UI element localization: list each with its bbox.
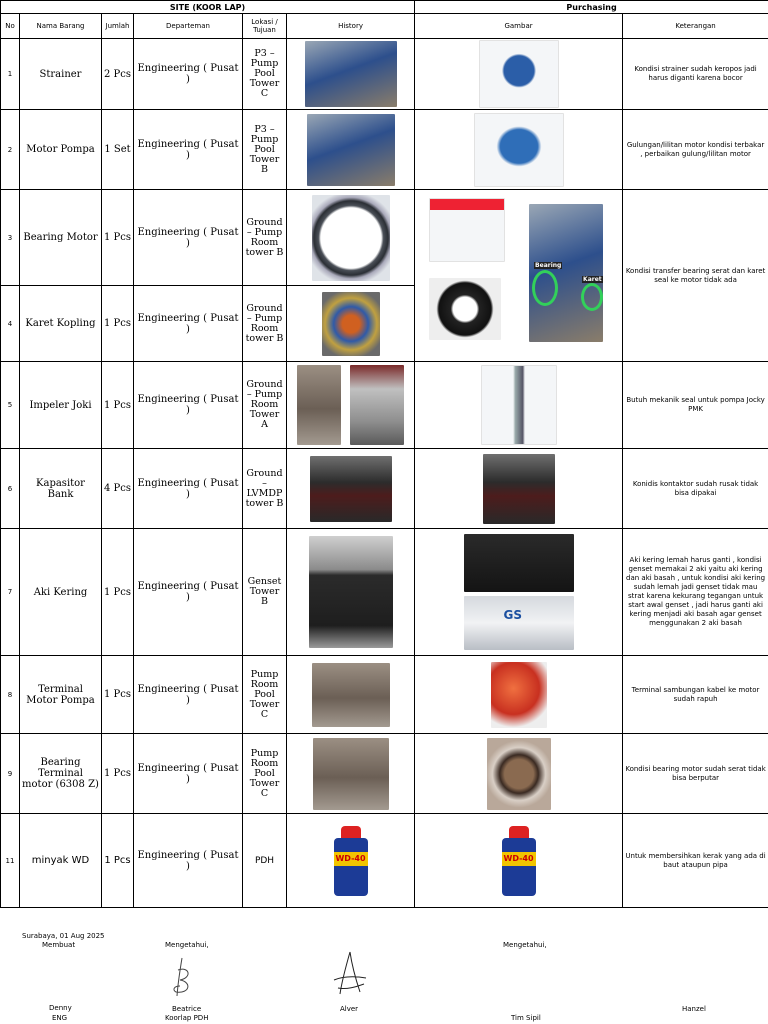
item-remarks: Untuk membersihkan kerak yang ada di baut ataupun pipa <box>623 814 768 908</box>
footer-role-beatrice: Koorlap PDH <box>165 1014 209 1022</box>
item-department: Engineering ( Pusat ) <box>134 39 243 110</box>
history-photo-strainer <box>305 41 397 107</box>
item-remarks: Gulungan/lilitan motor kondisi terbakar , perbaikan gulung/lilitan motor <box>623 110 768 190</box>
signature-beatrice <box>168 956 202 1002</box>
item-department: Engineering ( Pusat ) <box>134 529 243 656</box>
item-name: Motor Pompa <box>20 110 102 190</box>
item-qty: 1 Pcs <box>102 734 134 814</box>
item-remarks: Butuh mekanik seal untuk pompa Jocky PMK <box>623 362 768 449</box>
item-department: Engineering ( Pusat ) <box>134 110 243 190</box>
item-remarks: Terminal sambungan kabel ke motor sudah rapuh <box>623 656 768 734</box>
col-jumlah: Jumlah <box>102 14 134 39</box>
col-gambar: Gambar <box>415 14 623 39</box>
table-row <box>1 529 768 656</box>
item-location: Ground – Pump Room tower B <box>243 190 287 286</box>
col-lokasi: Lokasi / Tujuan <box>243 14 287 39</box>
history-cell <box>287 449 415 529</box>
item-department: Engineering ( Pusat ) <box>134 190 243 286</box>
site-group-header: SITE (KOOR LAP) <box>1 1 415 14</box>
row-no: 3 <box>1 190 20 286</box>
gambar-photo-battery-1 <box>464 534 574 592</box>
table-row <box>1 110 768 190</box>
gambar-cell <box>415 734 623 814</box>
history-photo-bearing <box>312 195 390 281</box>
table-row <box>1 814 768 908</box>
item-remarks: Konidis kontaktor sudah rusak tidak bisa dipakai <box>623 449 768 529</box>
gambar-photo-skf-bearing <box>429 198 505 262</box>
footer-name-alver: Alver <box>340 1005 359 1013</box>
gs-logo: GS <box>503 608 523 622</box>
history-cell <box>287 39 415 110</box>
item-name: Karet Kopling <box>20 286 102 362</box>
row-no: 5 <box>1 362 20 449</box>
item-location: Pump Room Pool Tower C <box>243 734 287 814</box>
table-row <box>1 734 768 814</box>
item-name: Aki Kering <box>20 529 102 656</box>
col-nama-barang: Nama Barang <box>20 14 102 39</box>
item-qty: 1 Set <box>102 110 134 190</box>
history-cell <box>287 190 415 286</box>
table-row <box>1 39 768 110</box>
col-keterangan: Keterangan <box>623 14 768 39</box>
highlight-circle-karet <box>581 283 603 311</box>
col-history: History <box>287 14 415 39</box>
history-photo-impeler-2 <box>350 365 404 445</box>
footer-date: Surabaya, 01 Aug 2025 <box>22 932 105 940</box>
gambar-cell <box>415 814 623 908</box>
footer-mengetahui-2: Mengetahui, <box>503 941 547 949</box>
wd40-label: WD-40 <box>334 852 368 866</box>
footer-name-beatrice: Beatrice <box>172 1005 202 1013</box>
row-no: 8 <box>1 656 20 734</box>
footer-mengetahui-1: Mengetahui, <box>165 941 209 949</box>
item-name: Kapasitor Bank <box>20 449 102 529</box>
row-no: 1 <box>1 39 20 110</box>
item-location: Genset Tower B <box>243 529 287 656</box>
history-cell <box>287 734 415 814</box>
item-location: Ground – Pump Room Tower A <box>243 362 287 449</box>
item-department: Engineering ( Pusat ) <box>134 362 243 449</box>
gambar-cell <box>415 529 623 656</box>
item-location: Pump Room Pool Tower C <box>243 656 287 734</box>
history-cell <box>287 286 415 362</box>
item-name: Bearing Motor <box>20 190 102 286</box>
item-qty: 1 Pcs <box>102 190 134 286</box>
item-department: Engineering ( Pusat ) <box>134 656 243 734</box>
item-location: P3 – Pump Pool Tower B <box>243 110 287 190</box>
item-qty: 1 Pcs <box>102 814 134 908</box>
item-qty: 1 Pcs <box>102 529 134 656</box>
gambar-cell <box>415 656 623 734</box>
row-no: 7 <box>1 529 20 656</box>
history-photo-motor <box>307 114 395 186</box>
history-cell <box>287 110 415 190</box>
row-no: 9 <box>1 734 20 814</box>
history-cell <box>287 656 415 734</box>
item-remarks: Aki kering lemah harus ganti , kondisi genset memakai 2 aki yaitu aki kering dan aki basah , untuk kondisi aki kering sudah lemah jadi genset tidak mau strat karena kekurang tegangan untuk start awal genset , jadi harus ganti aki kering menjadi aki basah agar genset menggunakan 2 aki basah <box>623 529 768 656</box>
history-photo-bearing-terminal <box>313 738 389 810</box>
gambar-photo-wd40 <box>498 826 540 896</box>
item-department: Engineering ( Pusat ) <box>134 449 243 529</box>
item-location: Ground – Pump Room tower B <box>243 286 287 362</box>
history-cell <box>287 529 415 656</box>
col-departemen: Departeman <box>134 14 243 39</box>
purchasing-group-header: Purchasing <box>415 1 768 14</box>
table-row <box>1 190 768 286</box>
footer-name-hanzel: Hanzel <box>682 1005 706 1013</box>
item-qty: 1 Pcs <box>102 286 134 362</box>
history-photo-karet-kopling <box>322 292 380 356</box>
gambar-photo-strainer <box>479 40 559 108</box>
highlight-circle-bearing <box>532 270 558 306</box>
footer-role-denny: ENG <box>52 1014 68 1022</box>
item-name: Strainer <box>20 39 102 110</box>
gambar-cell-merged <box>415 190 623 362</box>
item-qty: 1 Pcs <box>102 656 134 734</box>
item-location: Ground – LVMDP tower B <box>243 449 287 529</box>
item-qty: 1 Pcs <box>102 362 134 449</box>
row-no: 6 <box>1 449 20 529</box>
footer-role-tim-sipil: Tim Sipil <box>511 1014 541 1022</box>
item-department: Engineering ( Pusat ) <box>134 814 243 908</box>
history-photo-impeler-1 <box>297 365 341 445</box>
gambar-photo-jocky-pump <box>481 365 557 445</box>
table-row <box>1 656 768 734</box>
item-department: Engineering ( Pusat ) <box>134 286 243 362</box>
col-no: No <box>1 14 20 39</box>
gambar-photo-kapasitor <box>483 454 555 524</box>
row-no: 11 <box>1 814 20 908</box>
gambar-cell <box>415 362 623 449</box>
history-cell <box>287 814 415 908</box>
item-name: minyak WD <box>20 814 102 908</box>
item-qty: 4 Pcs <box>102 449 134 529</box>
bearing-tag: Bearing <box>535 262 562 269</box>
gambar-photo-terminal <box>491 662 547 728</box>
item-location: PDH <box>243 814 287 908</box>
gambar-cell <box>415 39 623 110</box>
gambar-photo-motor <box>474 113 564 187</box>
item-remarks: Kondisi strainer sudah keropos jadi harus diganti karena bocor <box>623 39 768 110</box>
item-name: Bearing Terminal motor (6308 Z) <box>20 734 102 814</box>
footer-name-denny: Denny <box>49 1004 72 1012</box>
item-name: Impeler Joki <box>20 362 102 449</box>
history-photo-genset <box>309 536 393 648</box>
row-no: 4 <box>1 286 20 362</box>
item-location: P3 – Pump Pool Tower C <box>243 39 287 110</box>
history-photo-terminal <box>312 663 390 727</box>
footer-membuat: Membuat <box>42 941 76 949</box>
wd40-label: WD-40 <box>502 852 536 866</box>
item-remarks: Kondisi transfer bearing serat dan karet seal ke motor tidak ada <box>623 190 768 362</box>
history-photo-kapasitor <box>310 456 392 522</box>
gambar-photo-battery-2 <box>464 596 574 650</box>
item-qty: 2 Pcs <box>102 39 134 110</box>
item-department: Engineering ( Pusat ) <box>134 734 243 814</box>
item-name: Terminal Motor Pompa <box>20 656 102 734</box>
gambar-cell <box>415 449 623 529</box>
item-remarks: Kondisi bearing motor sudah serat tidak bisa berputar <box>623 734 768 814</box>
table-row <box>1 362 768 449</box>
table-row <box>1 449 768 529</box>
history-photo-wd40 <box>330 826 372 896</box>
karet-tag: Karet <box>583 276 602 283</box>
gambar-photo-bearing-6308 <box>487 738 551 810</box>
row-no: 2 <box>1 110 20 190</box>
gambar-photo-coupling <box>429 278 501 340</box>
history-cell <box>287 362 415 449</box>
gambar-cell <box>415 110 623 190</box>
signature-alver <box>330 950 368 998</box>
